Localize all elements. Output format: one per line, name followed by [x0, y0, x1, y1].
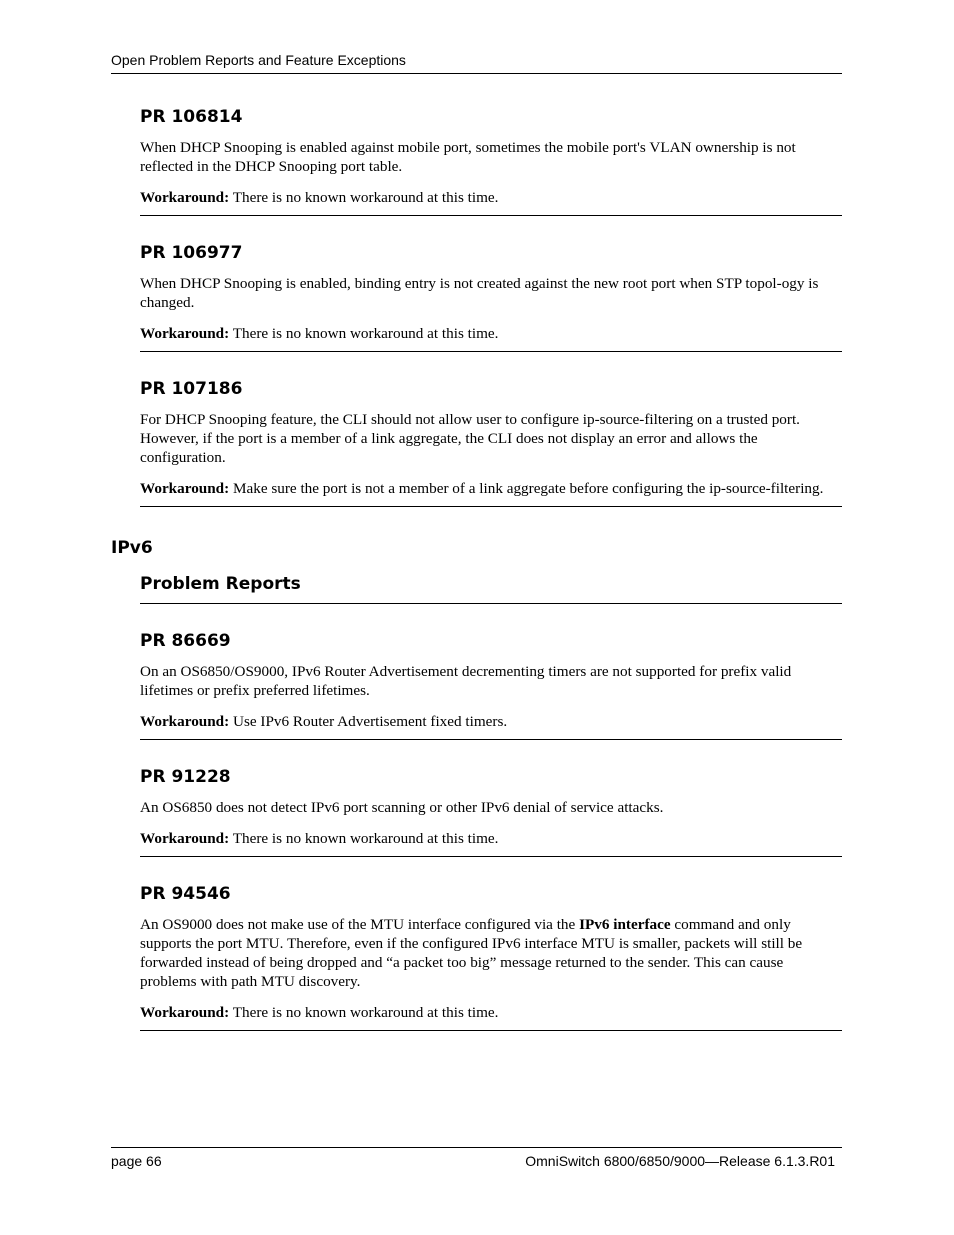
pr-description	[140, 915, 842, 991]
desc-text: command and only supports the port MTU. Therefore, even if the configured IPv6 interface MTU is smaller, packets will still be forwarded instead of being dropped and “a packet too big” message returned to the sender. This can cause problems with path MTU discovery.	[140, 916, 803, 990]
workaround-label: Workaround:	[140, 713, 230, 730]
pr-id: PR 107186	[140, 379, 243, 399]
divider	[140, 1030, 842, 1031]
page-footer	[111, 1147, 842, 1170]
pr-workaround	[140, 712, 842, 731]
divider	[140, 856, 842, 857]
workaround-text: Use IPv6 Router Advertisement fixed timers.	[229, 713, 508, 730]
workaround-text: Make sure the port is not a member of a link aggregate before configuring the ip-source-filtering.	[229, 480, 824, 497]
section-title: IPv6	[111, 538, 153, 558]
pr-workaround	[140, 479, 842, 498]
workaround-label: Workaround:	[140, 189, 230, 206]
problem-report	[140, 378, 842, 507]
workaround-label: Workaround:	[140, 1004, 230, 1021]
product-release: OmniSwitch 6800/6850/9000—Release 6.1.3.R01	[525, 1153, 835, 1169]
pr-workaround	[140, 829, 842, 848]
pr-description: An OS6850 does not detect IPv6 port scanning or other IPv6 denial of service attacks.	[140, 799, 664, 816]
pr-workaround	[140, 188, 842, 207]
problem-report	[140, 106, 842, 216]
pr-id: PR 91228	[140, 767, 231, 787]
problem-report	[140, 883, 842, 1031]
divider	[140, 603, 842, 604]
pr-id: PR 106814	[140, 107, 243, 127]
divider	[140, 351, 842, 352]
problem-report	[140, 766, 842, 857]
pr-description: On an OS6850/OS9000, IPv6 Router Advertisement decrementing timers are not supported for prefix valid lifetimes or prefix preferred lifetimes.	[140, 663, 792, 699]
workaround-label: Workaround:	[140, 830, 230, 847]
workaround-text: There is no known workaround at this time.	[229, 189, 499, 206]
pr-description: For DHCP Snooping feature, the CLI should not allow user to configure ip-source-filtering on a trusted port. However, if the port is a member of a link aggregate, the CLI does not display an error and allows the configuration.	[140, 411, 800, 466]
header-title: Open Problem Reports and Feature Exceptions	[111, 52, 406, 68]
problem-report	[140, 242, 842, 352]
page-number: page 66	[111, 1153, 162, 1169]
pr-workaround	[140, 1003, 842, 1022]
pr-description: When DHCP Snooping is enabled against mobile port, sometimes the mobile port's VLAN ownership is not reflected in the DHCP Snooping port table.	[140, 139, 796, 175]
running-header	[111, 51, 842, 74]
workaround-label: Workaround:	[140, 480, 230, 497]
pr-workaround	[140, 324, 842, 343]
command-name: IPv6 interface	[579, 916, 671, 933]
pr-id: PR 86669	[140, 631, 231, 651]
page-content	[111, 106, 842, 1031]
workaround-text: There is no known workaround at this time.	[229, 325, 499, 342]
desc-text: An OS9000 does not make use of the MTU interface configured via the	[140, 916, 580, 933]
pr-id: PR 106977	[140, 243, 243, 263]
problem-report	[140, 630, 842, 740]
divider	[140, 506, 842, 507]
subsection-title: Problem Reports	[140, 574, 301, 594]
pr-id: PR 94546	[140, 884, 231, 904]
workaround-text: There is no known workaround at this time.	[229, 1004, 499, 1021]
divider	[140, 215, 842, 216]
pr-description: When DHCP Snooping is enabled, binding entry is not created against the new root port when STP topol-ogy is changed.	[140, 275, 819, 311]
workaround-label: Workaround:	[140, 325, 230, 342]
workaround-text: There is no known workaround at this time.	[229, 830, 499, 847]
divider	[140, 739, 842, 740]
